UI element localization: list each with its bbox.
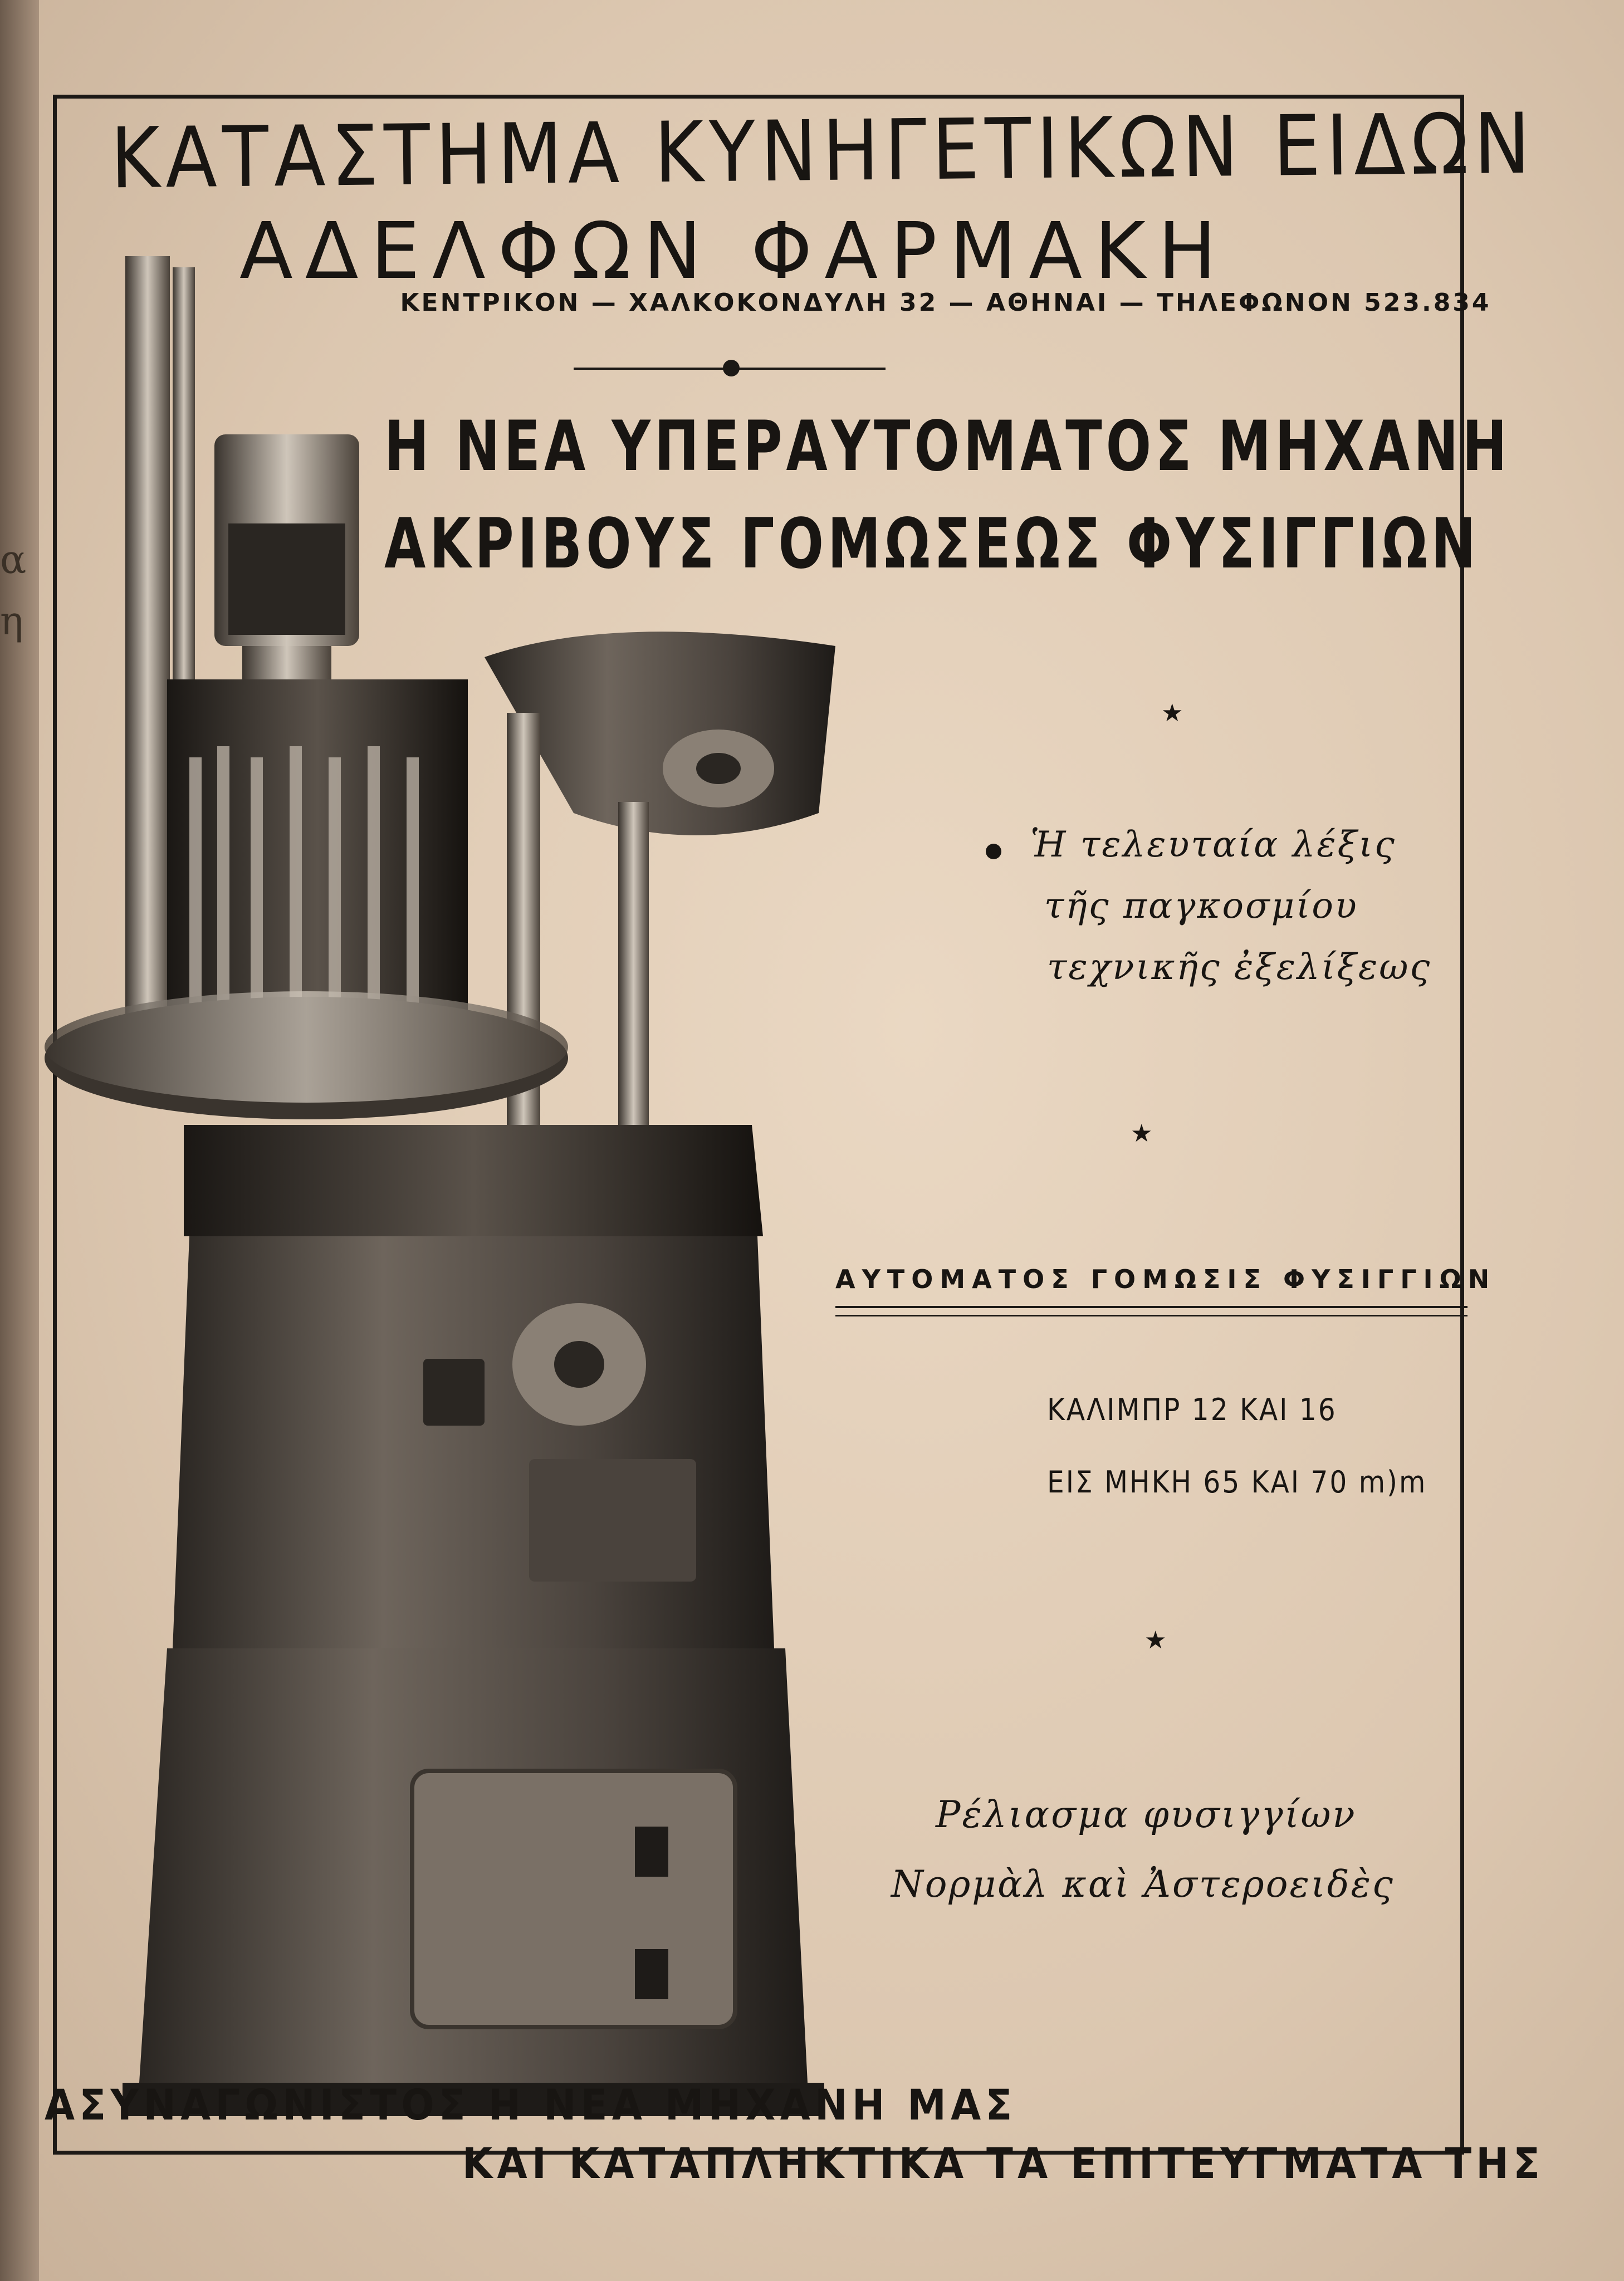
headline-line-2: ΑΚΡΙΒΟΥΣ ΓΟΜΩΣΕΩΣ ΦΥΣΙΓΓΙΩΝ [384, 504, 1480, 584]
spec-calibers: ΚΑΛΙΜΠΡ 12 ΚΑΙ 16 [1047, 1392, 1337, 1427]
drive-pulley-hub [554, 1341, 604, 1388]
panel-latch-top [635, 1827, 668, 1877]
cartridge-loading-machine-photo [28, 256, 863, 2127]
machine-body [173, 1236, 774, 1648]
adjacent-page-fragment [0, 529, 26, 652]
control-switch [423, 1359, 485, 1426]
panel-latch-bottom [635, 1949, 668, 1999]
star-ornament-3: ★ [1144, 1626, 1167, 1655]
crimp-line-2: Νορμὰλ καὶ Ἀστεροειδὲς [891, 1863, 1395, 1906]
footer-line-1: ΑΣΥΝΑΓΩΝΙΣΤΟΣ Η ΝΕΑ ΜΗΧΑΝΗ ΜΑΣ [45, 2080, 1017, 2130]
tagline-line-2: τῆς παγκοσμίου [1044, 885, 1358, 927]
turntable-top [45, 991, 568, 1103]
tagline-line-3: τεχνικῆς ἐξελίξεως [1047, 947, 1432, 988]
machine-deck [184, 1125, 763, 1236]
subheading-double-rule [835, 1306, 1468, 1316]
vertical-guide-rod [125, 256, 170, 1025]
tagline-line-1: Ἡ τελευταία λέξις [1030, 824, 1396, 865]
star-ornament-2: ★ [1131, 1119, 1153, 1148]
address-line: ΚΕΝΤΡΙΚΟΝ — ΧΑΛΚΟΚΟΝΔΥΛΗ 32 — ΑΘΗΝΑΙ — ΤΗΛΕΦΩΝΟΝ 523.834 [400, 288, 1491, 317]
fragment-char-1: α [0, 537, 27, 583]
hopper-window [228, 523, 345, 635]
headline-line-1: Η ΝΕΑ ΥΠΕΡΑΥΤΟΜΑΤΟΣ ΜΗΧΑΝΗ [384, 407, 1511, 487]
fragment-char-2: η [0, 598, 23, 644]
base-access-panel [412, 1771, 735, 2027]
crimping-wheel-hub [696, 753, 741, 784]
star-ornament-1: ★ [1161, 699, 1183, 727]
company-name: ΑΔΕΛΦΩΝ ΦΑΡΜΑΚΗ [239, 206, 1229, 297]
crimp-line-1: Ρέλιασμα φυσιγγίων [936, 1793, 1357, 1836]
footer-line-2: ΚΑΙ ΚΑΤΑΠΛΗΚΤΙΚΑ ΤΑ ΕΠΙΤΕΥΓΜΑΤΑ ΤΗΣ [462, 2138, 1545, 2188]
drive-belt-cover [529, 1459, 696, 1582]
tagline-bullet [986, 844, 1001, 859]
store-title: ΚΑΤΑΣΤΗΜΑ ΚΥΝΗΓΕΤΙΚΩΝ ΕΙΔΩΝ [110, 95, 1537, 208]
spec-lengths: ΕΙΣ ΜΗΚΗ 65 ΚΑΙ 70 m)m [1047, 1465, 1427, 1500]
automatic-loading-subheading: ΑΥΤΟΜΑΤΟΣ ΓΟΜΩΣΙΣ ΦΥΣΙΓΓΙΩΝ [835, 1264, 1496, 1294]
